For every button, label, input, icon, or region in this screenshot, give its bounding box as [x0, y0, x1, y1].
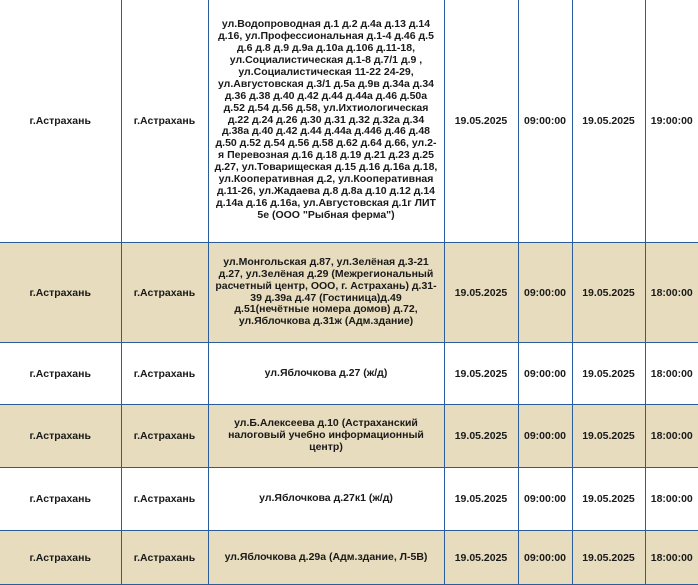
region-cell: г.Астрахань [0, 343, 121, 405]
end-time-cell: 18:00:00 [645, 243, 698, 343]
start-date-cell: 19.05.2025 [444, 531, 518, 585]
address-cell: ул.Яблочкова д.27 (ж/д) [208, 343, 444, 405]
end-time-cell: 18:00:00 [645, 343, 698, 405]
table-row [0, 531, 698, 585]
address-cell: ул.Монгольская д.87, ул.Зелёная д.3-21 д.27, ул.Зелёная д.29 (Межрегиональный расчетный центр, ООО, г. Астрахань) д.31-39 д.39а д.47 (Гостиница)д.49 д.51(нечётные номера домов) д.72, ул.Яблочкова д.31ж (Адм.здание) [208, 243, 444, 343]
end-time-cell: 18:00:00 [645, 468, 698, 531]
start-time-cell: 09:00:00 [518, 243, 572, 343]
table-row [0, 0, 698, 243]
start-time-cell: 09:00:00 [518, 405, 572, 468]
end-date-cell: 19.05.2025 [572, 531, 645, 585]
region-cell: г.Астрахань [0, 405, 121, 468]
start-date-cell: 19.05.2025 [444, 405, 518, 468]
address-cell: ул.Водопроводная д.1 д.2 д.4а д.13 д.14 д.16, ул.Профессиональная д.1-4 д.46 д.5 д.6 д.8 д.9 д.9а д.10а д.106 д.11-18, ул.Социалистическая д.1-8 д.7/1 д.9 , ул.Социалистическая 11-22 24-29, ул.Августовская д.3/1 д.5а д.9в д.34а д.34 д.36 д.38 д.40 д.42 д.44 д.44а д.46 д.50а д.52 д.54 д.56 д.58, ул.Ихтиологическая д.22 д.24 д.26 д.30 д.31 д.32 д.32а д.34 д.38а д.40 д.42 д.44 д.44а д.446 д.46 д.48 д.50 д.52 д.54 д.56 д.58 д.62 д.64 д.66, ул.2-я Перевозная д.16 д.18 д.19 д.21 д.23 д.25 д.27, ул.Товарищеская д.15 д.16 д.16а д.18, ул.Кооперативная д.2, ул.Кооперативная д.11-26, ул.Жадаева д.8 д.8а д.10 д.12 д.14 д.14а д.16 д.16а, ул.Августовская д.1г ЛИТ 5е (ООО "Рыбная ферма") [208, 0, 444, 243]
end-date-cell: 19.05.2025 [572, 468, 645, 531]
city-cell: г.Астрахань [121, 468, 208, 531]
end-date-cell: 19.05.2025 [572, 343, 645, 405]
end-time-cell: 18:00:00 [645, 531, 698, 585]
end-date-cell: 19.05.2025 [572, 0, 645, 243]
start-time-cell: 09:00:00 [518, 531, 572, 585]
start-time-cell: 09:00:00 [518, 468, 572, 531]
city-cell: г.Астрахань [121, 531, 208, 585]
start-time-cell: 09:00:00 [518, 343, 572, 405]
start-date-cell: 19.05.2025 [444, 343, 518, 405]
start-date-cell: 19.05.2025 [444, 468, 518, 531]
region-cell: г.Астрахань [0, 531, 121, 585]
end-time-cell: 19:00:00 [645, 0, 698, 243]
table-row [0, 243, 698, 343]
start-date-cell: 19.05.2025 [444, 0, 518, 243]
city-cell: г.Астрахань [121, 0, 208, 243]
end-date-cell: 19.05.2025 [572, 243, 645, 343]
address-cell: ул.Яблочкова д.27к1 (ж/д) [208, 468, 444, 531]
start-date-cell: 19.05.2025 [444, 243, 518, 343]
table-row [0, 468, 698, 531]
region-cell: г.Астрахань [0, 468, 121, 531]
address-cell: ул.Б.Алексеева д.10 (Астраханский налоговый учебно информационный центр) [208, 405, 444, 468]
city-cell: г.Астрахань [121, 405, 208, 468]
table-row [0, 343, 698, 405]
end-time-cell: 18:00:00 [645, 405, 698, 468]
address-cell: ул.Яблочкова д.29а (Адм.здание, Л-5В) [208, 531, 444, 585]
table-row [0, 405, 698, 468]
end-date-cell: 19.05.2025 [572, 405, 645, 468]
region-cell: г.Астрахань [0, 0, 121, 243]
city-cell: г.Астрахань [121, 343, 208, 405]
city-cell: г.Астрахань [121, 243, 208, 343]
region-cell: г.Астрахань [0, 243, 121, 343]
start-time-cell: 09:00:00 [518, 0, 572, 243]
